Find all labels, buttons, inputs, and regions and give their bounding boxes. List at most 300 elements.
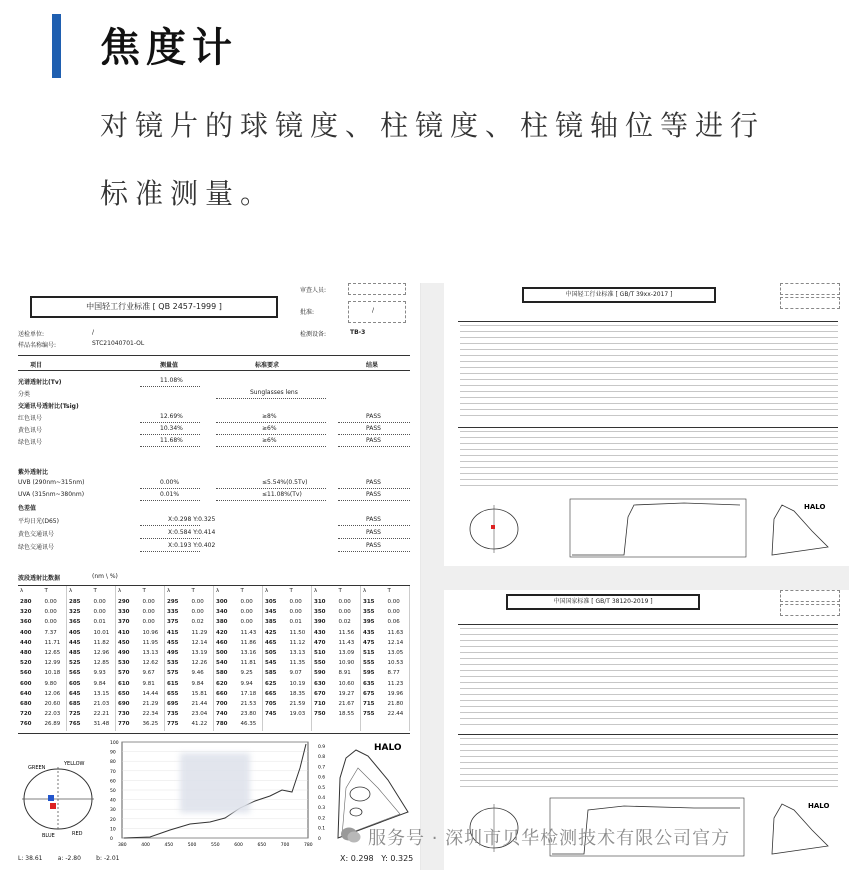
spectral-cell: 350 xyxy=(314,609,326,616)
spectral-cell: 300 xyxy=(216,599,228,605)
spectral-cell: 9.46 xyxy=(191,670,204,677)
spectral-cell: 675 xyxy=(363,690,375,697)
spectral-cell: 400 xyxy=(20,629,32,636)
row-result: PASS xyxy=(366,542,381,549)
row-measured: 0.00% xyxy=(160,479,180,486)
col-header-standard: 标准要求 xyxy=(255,362,280,369)
spectral-cell: 450 xyxy=(118,639,130,646)
l-label: L: xyxy=(18,855,24,862)
spectral-cell: 0.00 xyxy=(240,609,253,616)
spectral-cell: 11.81 xyxy=(240,660,257,667)
spectral-cell: 520 xyxy=(20,660,32,667)
spectral-cell: 11.63 xyxy=(387,629,404,636)
approver-box xyxy=(780,604,840,616)
spectral-cell: 0.01 xyxy=(93,619,106,626)
spectral-cell: 26.89 xyxy=(44,721,61,728)
spectral-rule xyxy=(458,734,838,735)
spectral-cell: 11.86 xyxy=(240,639,257,646)
x-tick-label: 780 xyxy=(304,843,313,848)
spectral-cell: 640 xyxy=(20,690,32,697)
spectral-rows xyxy=(460,738,838,790)
spectral-cell: 22.03 xyxy=(44,711,61,718)
spectral-cell: 0.00 xyxy=(44,619,57,626)
row-measured: X:0.298 Y:0.325 xyxy=(168,516,216,523)
spectral-cell: 19.03 xyxy=(289,711,306,718)
spectral-cell: 11.43 xyxy=(240,629,257,636)
spectral-cell: 490 xyxy=(118,650,130,656)
sheet-separator xyxy=(420,283,444,870)
spectral-col-header: λ xyxy=(118,588,122,594)
y-value: 0.325 xyxy=(390,854,414,863)
spectral-rows xyxy=(460,431,838,489)
spectral-cell: 11.35 xyxy=(289,660,306,667)
row-label: 红色讯号 xyxy=(18,415,43,422)
row-result: PASS xyxy=(366,529,381,536)
spectral-cell: 545 xyxy=(265,660,277,667)
spectral-cell: 535 xyxy=(167,660,179,667)
spectral-cell: 0.06 xyxy=(387,619,400,626)
sender-value: / xyxy=(92,329,95,336)
row-measured: 0.01% xyxy=(160,491,180,498)
spectral-cell: 355 xyxy=(363,609,375,616)
header-rule xyxy=(18,370,410,371)
spectral-cell: 730 xyxy=(118,711,130,718)
spectral-col-header: λ xyxy=(69,588,73,594)
spectral-cell: 13.13 xyxy=(142,650,159,656)
spectral-cell: 11.12 xyxy=(289,639,306,646)
spectral-rule xyxy=(458,427,838,428)
spectral-rule xyxy=(18,733,410,734)
y-tick-label: 50 xyxy=(110,789,116,794)
value-underline xyxy=(140,538,200,539)
spectral-cell: 365 xyxy=(69,619,81,626)
row-standard: Sunglasses lens xyxy=(250,389,298,396)
row-label: 平均日光(D65) xyxy=(18,518,59,525)
spectral-cell: 0.00 xyxy=(44,599,57,605)
spectral-cell: 685 xyxy=(69,701,81,707)
spectral-cell: 280 xyxy=(20,599,32,605)
reviewer-label: 审查人员: xyxy=(300,287,327,294)
spectral-cell: 775 xyxy=(167,721,179,728)
spectral-cell: 0.01 xyxy=(289,619,302,626)
row-measured: 12.69% xyxy=(160,413,183,420)
x-tick-label: 550 xyxy=(211,843,220,848)
spectral-cell: 10.18 xyxy=(44,670,61,677)
column-divider xyxy=(262,586,263,731)
spectral-col-header: λ xyxy=(265,588,269,594)
spectral-cell: 430 xyxy=(314,629,326,636)
spectral-cell: 0.00 xyxy=(387,599,400,605)
value-underline xyxy=(338,434,410,435)
spectral-cell: 525 xyxy=(69,660,81,667)
row-result: PASS xyxy=(366,413,381,420)
header-rule xyxy=(18,355,410,356)
spectral-cell: 0.00 xyxy=(44,609,57,616)
spectral-cell: 655 xyxy=(167,690,179,697)
spectral-col-header: λ xyxy=(216,588,220,594)
spectral-cell: 9.80 xyxy=(44,680,57,687)
value-underline xyxy=(338,446,410,447)
spectral-cell: 410 xyxy=(118,629,130,636)
spectral-cell: 485 xyxy=(69,650,81,656)
spectral-cell: 645 xyxy=(69,690,81,697)
value-underline xyxy=(140,386,200,387)
spectral-cell: 0.00 xyxy=(142,619,155,626)
spectral-col-header: λ xyxy=(167,588,171,594)
cie-tick-label: 0.8 xyxy=(318,755,326,761)
value-underline xyxy=(338,500,410,501)
spectral-cell: 455 xyxy=(167,639,179,646)
row-result: PASS xyxy=(366,425,381,432)
spectral-cell: 0.00 xyxy=(240,599,253,605)
cie-tick-label: 0.5 xyxy=(318,785,326,791)
spectral-cell: 310 xyxy=(314,599,326,605)
spectral-cell: 31.48 xyxy=(93,721,110,728)
spectral-cell: 12.96 xyxy=(93,650,110,656)
value-underline xyxy=(216,488,326,489)
spectral-cell: 715 xyxy=(363,701,375,707)
spectral-cell: 420 xyxy=(216,629,228,636)
spectral-cell: 21.29 xyxy=(142,701,159,707)
spectral-cell: 36.25 xyxy=(142,721,159,728)
approver-label: 批准: xyxy=(300,309,315,316)
spectral-cell: 370 xyxy=(118,619,130,626)
spectral-col-header: T xyxy=(289,588,293,594)
col-header-result: 结果 xyxy=(366,362,379,369)
spectral-cell: 325 xyxy=(69,609,81,616)
spectral-cell: 620 xyxy=(216,680,228,687)
spectral-cell: 625 xyxy=(265,680,277,687)
row-label: 黄色讯号 xyxy=(18,427,43,434)
cie-chromaticity-chart xyxy=(758,796,846,860)
standard-title-rt: 中国轻工行业标准 [ GB/T 39xx-2017 ] xyxy=(522,287,716,303)
spectral-cell: 470 xyxy=(314,639,326,646)
spectral-cell: 590 xyxy=(314,670,326,677)
spectral-col-header: T xyxy=(338,588,342,594)
spectral-cell: 575 xyxy=(167,670,179,677)
spectral-cell: 515 xyxy=(363,650,375,656)
page-description xyxy=(100,92,790,228)
polar-label-blue: BLUE xyxy=(42,833,55,839)
spectral-cell: 20.60 xyxy=(44,701,61,707)
xy-readout xyxy=(340,854,413,863)
spectral-cell: 610 xyxy=(118,680,130,687)
column-divider xyxy=(360,586,361,731)
spectral-cell: 21.67 xyxy=(338,701,355,707)
spectral-cell: 11.95 xyxy=(142,639,159,646)
spectral-cell: 650 xyxy=(118,690,130,697)
spectral-cell: 22.21 xyxy=(93,711,110,718)
spectral-cell: 0.00 xyxy=(289,599,302,605)
row-standard: ≥6% xyxy=(262,437,277,444)
spectral-cell: 12.14 xyxy=(387,639,404,646)
row-label: UVB (290nm~315nm) xyxy=(18,479,85,486)
spectral-col-header: λ xyxy=(363,588,367,594)
spectral-cell: 435 xyxy=(363,629,375,636)
sample-label: 样品名称编号: xyxy=(18,342,57,349)
polar-label-yellow: YELLOW xyxy=(64,761,85,767)
approver-box xyxy=(780,297,840,309)
spectral-cell: 0.00 xyxy=(191,609,204,616)
b-value: -2.01 xyxy=(103,855,120,862)
spectral-cell: 615 xyxy=(167,680,179,687)
spectral-cell: 630 xyxy=(314,680,326,687)
col-header-item: 项目 xyxy=(30,362,43,369)
spectral-cell: 335 xyxy=(167,609,179,616)
spectral-cell: 9.81 xyxy=(142,680,155,687)
cie-tick-label: 0.6 xyxy=(318,775,326,781)
spectral-cell: 12.62 xyxy=(142,660,159,667)
x-tick-label: 380 xyxy=(118,843,127,848)
a-label: a: xyxy=(57,855,64,862)
spectral-cell: 695 xyxy=(167,701,179,707)
spectral-cell: 21.80 xyxy=(387,701,404,707)
polar-label-red: RED xyxy=(72,831,83,837)
row-label: 黄色交通讯号 xyxy=(18,531,55,538)
spectral-cell: 0.00 xyxy=(142,609,155,616)
spectral-cell: 9.67 xyxy=(142,670,155,677)
spectral-cell: 495 xyxy=(167,650,179,656)
x-value: 0.298 xyxy=(350,854,374,863)
spectral-cell: 585 xyxy=(265,670,277,677)
spectral-cell: 22.44 xyxy=(387,711,404,718)
y-tick-label: 30 xyxy=(110,808,116,814)
spectral-cell: 555 xyxy=(363,660,375,667)
spectral-cell: 12.06 xyxy=(44,690,61,697)
polar-label-green: GREEN xyxy=(28,765,46,771)
cie-tick-label: 0 xyxy=(318,836,321,842)
reviewer-box xyxy=(348,283,406,295)
row-result: PASS xyxy=(366,437,381,444)
x-label: X: xyxy=(340,854,349,863)
spectral-cell: 735 xyxy=(167,711,179,718)
value-underline xyxy=(140,422,200,423)
reviewer-box xyxy=(780,283,840,295)
halo-label: HALO xyxy=(804,503,826,511)
spectral-cell: 15.81 xyxy=(191,690,208,697)
spectral-cell: 465 xyxy=(265,639,277,646)
spectral-cell: 680 xyxy=(20,701,32,707)
a-value: -2.80 xyxy=(65,855,81,862)
spectral-col-header: T xyxy=(93,588,97,594)
spectral-cell: 605 xyxy=(69,680,81,687)
spectral-cell: 760 xyxy=(20,721,32,728)
spectral-cell: 635 xyxy=(363,680,375,687)
spectral-cell: 9.25 xyxy=(240,670,253,677)
x-tick-label: 500 xyxy=(187,843,197,848)
header-rule xyxy=(458,624,838,625)
row-result: PASS xyxy=(366,479,381,486)
y-tick-label: 40 xyxy=(110,798,116,804)
value-underline xyxy=(216,434,326,435)
spectral-cell: 375 xyxy=(167,619,179,626)
transmittance-graph xyxy=(564,497,750,561)
spectral-cell: 475 xyxy=(363,639,375,646)
spectral-cell: 550 xyxy=(314,660,326,667)
spectral-cell: 22.34 xyxy=(142,711,159,718)
cie-tick-label: 0.1 xyxy=(318,826,326,832)
spectral-col-header: T xyxy=(387,588,391,594)
spectral-cell: 11.43 xyxy=(338,639,355,646)
approver-value: / xyxy=(372,307,375,314)
column-divider xyxy=(66,586,67,731)
spectral-cell: 8.77 xyxy=(387,670,400,677)
spectral-col-header: λ xyxy=(20,588,24,594)
spectral-cell: 725 xyxy=(69,711,81,718)
spectral-cell: 46.35 xyxy=(240,721,257,728)
l-value: 38.61 xyxy=(25,855,43,862)
row-result: PASS xyxy=(366,516,381,523)
watermark-text: 服务号 · 深圳市贝华检测技术有限公司官方 xyxy=(368,828,731,849)
value-underline xyxy=(216,446,326,447)
spectral-cell: 23.04 xyxy=(191,711,208,718)
row-standard: ≤11.08%(Tv) xyxy=(262,491,302,498)
y-tick-label: 80 xyxy=(110,760,116,766)
y-tick-label: 100 xyxy=(110,741,119,746)
sender-label: 送检单位: xyxy=(18,331,45,338)
spectral-cell: 595 xyxy=(363,670,375,677)
spectral-cell: 500 xyxy=(216,650,228,656)
spectral-cell: 0.02 xyxy=(338,619,351,626)
spectral-cell: 705 xyxy=(265,701,277,707)
spectral-cell: 0.00 xyxy=(289,609,302,616)
row-label: 交通讯号透射比(Tsig) xyxy=(18,403,79,410)
spectral-cell: 19.96 xyxy=(387,690,404,697)
polar-color-chart xyxy=(464,497,524,557)
spectral-cell: 12.85 xyxy=(93,660,110,667)
spectral-col-header: T xyxy=(240,588,244,594)
value-underline xyxy=(338,488,410,489)
spectral-cell: 21.59 xyxy=(289,701,306,707)
spectral-cell: 12.14 xyxy=(191,639,208,646)
spectral-heading: 波段透射比数据 xyxy=(18,575,61,582)
row-label: 绿色交通讯号 xyxy=(18,544,55,551)
value-underline xyxy=(140,500,200,501)
page-title: 焦度计 xyxy=(100,25,238,71)
row-label: UVA (315nm~380nm) xyxy=(18,491,85,498)
value-underline xyxy=(140,446,200,447)
spectral-unit: (nm \ %) xyxy=(92,573,118,580)
value-underline xyxy=(338,525,410,526)
spectral-cell: 7.37 xyxy=(44,629,57,636)
spectral-cell: 565 xyxy=(69,670,81,677)
spectral-cell: 13.16 xyxy=(240,650,257,656)
spectral-cell: 305 xyxy=(265,599,277,605)
spectral-cell: 9.84 xyxy=(93,680,106,687)
spectral-cell: 425 xyxy=(265,629,277,636)
approver-box xyxy=(348,301,406,323)
spectral-cell: 755 xyxy=(363,711,375,718)
spectral-cell: 505 xyxy=(265,650,277,656)
spectral-cell: 11.56 xyxy=(338,629,355,636)
spectral-cell: 665 xyxy=(265,690,277,697)
value-underline xyxy=(216,500,326,501)
column-divider xyxy=(213,586,214,731)
spectral-cell: 320 xyxy=(20,609,32,616)
equipment-value: TB-3 xyxy=(350,329,366,336)
spectral-cell: 0.00 xyxy=(93,599,106,605)
spectral-cell: 0.00 xyxy=(142,599,155,605)
x-tick-label: 650 xyxy=(257,843,267,848)
row-label: 绿色讯号 xyxy=(18,439,43,446)
spectral-col-header: λ xyxy=(314,588,318,594)
spectral-cell: 0.00 xyxy=(387,609,400,616)
spectral-cell: 285 xyxy=(69,599,81,605)
spectral-cell: 295 xyxy=(167,599,179,605)
row-label: 色差值 xyxy=(18,505,37,512)
report-sheet-right-top xyxy=(444,283,849,566)
y-tick-label: 90 xyxy=(110,750,116,756)
x-tick-label: 450 xyxy=(164,843,174,848)
report-sheet-left xyxy=(0,283,421,870)
spectral-cell: 11.50 xyxy=(289,629,306,636)
spectral-cell: 10.53 xyxy=(387,660,404,667)
spectral-cell: 390 xyxy=(314,619,326,626)
halo-label: HALO xyxy=(808,802,830,810)
spectral-cell: 395 xyxy=(363,619,375,626)
spectral-cell: 13.15 xyxy=(93,690,110,697)
spectral-cell: 415 xyxy=(167,629,179,636)
spectral-cell: 770 xyxy=(118,721,130,728)
spectral-cell: 9.93 xyxy=(93,670,106,677)
row-label: 分类 xyxy=(18,391,31,398)
spectral-cell: 385 xyxy=(265,619,277,626)
y-tick-label: 10 xyxy=(110,827,116,833)
spectral-cell: 12.65 xyxy=(44,650,61,656)
row-standard: ≥6% xyxy=(262,425,277,432)
spectral-col-header: T xyxy=(191,588,195,594)
sheet-separator xyxy=(444,566,849,590)
spectral-cell: 0.00 xyxy=(93,609,106,616)
spectral-cell: 690 xyxy=(118,701,130,707)
value-underline xyxy=(140,525,200,526)
spectral-cell: 0.00 xyxy=(240,619,253,626)
spectral-cell: 510 xyxy=(314,650,326,656)
measurement-rows xyxy=(460,325,838,421)
spectral-cell: 9.94 xyxy=(240,680,253,687)
column-divider xyxy=(164,586,165,731)
spectral-cell: 0.00 xyxy=(338,609,351,616)
spectral-cell: 570 xyxy=(118,670,130,677)
reviewer-box xyxy=(780,590,840,602)
spectral-cell: 0.00 xyxy=(191,599,204,605)
row-label: 紫外透射比 xyxy=(18,469,49,476)
blurred-overlay xyxy=(180,753,250,813)
cie-tick-label: 0.2 xyxy=(318,816,326,822)
spectral-cell: 10.60 xyxy=(338,680,355,687)
spectral-cell: 13.13 xyxy=(289,650,306,656)
value-underline xyxy=(216,398,326,399)
spectral-cell: 720 xyxy=(20,711,32,718)
spectral-cell: 21.03 xyxy=(93,701,110,707)
spectral-cell: 290 xyxy=(118,599,130,605)
sample-value: STC21040701-OL xyxy=(92,340,145,347)
spectral-table xyxy=(18,586,410,731)
x-tick-label: 600 xyxy=(234,843,243,848)
row-measured: 11.68% xyxy=(160,437,183,444)
y-label: Y: xyxy=(381,854,388,863)
description-line-1: 对镜片的球镜度、柱镜度、柱镜轴位等进行 xyxy=(100,109,766,142)
wechat-icon xyxy=(340,824,362,846)
spectral-cell: 11.71 xyxy=(44,639,61,646)
title-accent-bar xyxy=(52,14,61,78)
cie-tick-label: 0.3 xyxy=(318,806,326,812)
row-measured: X:0.193 Y:0.402 xyxy=(168,542,216,549)
spectral-cell: 19.27 xyxy=(338,690,355,697)
spectral-cell: 12.99 xyxy=(44,660,61,667)
cie-chromaticity-chart xyxy=(758,497,846,561)
spectral-cell: 750 xyxy=(314,711,326,718)
